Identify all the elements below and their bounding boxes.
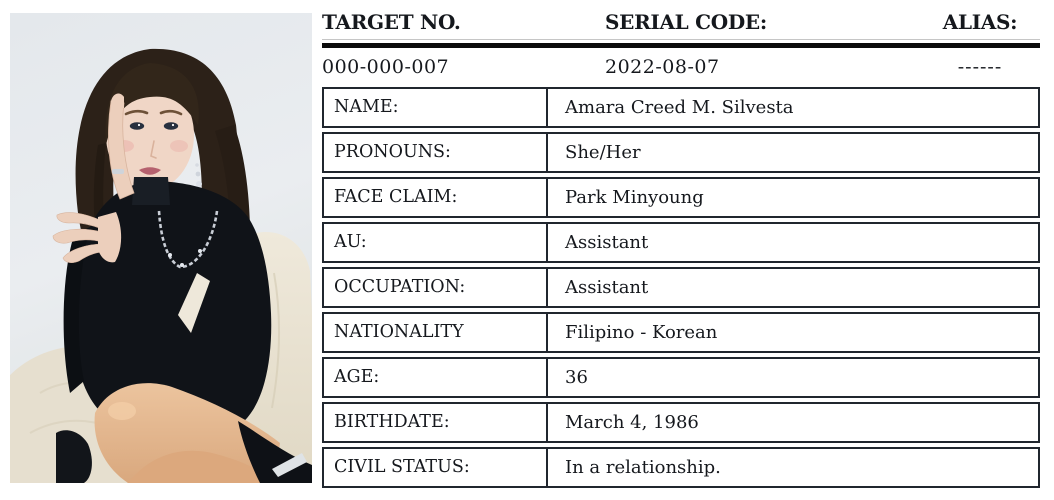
target-no-value: 000-000-007: [322, 56, 450, 78]
profile-row-value: In a relationship.: [565, 457, 721, 478]
profile-row-value: Assistant: [565, 277, 649, 298]
profile-row-age: [322, 357, 1040, 398]
profile-row-value: Assistant: [565, 232, 649, 253]
profile-row-label: CIVIL STATUS:: [324, 449, 548, 486]
profile-row-value: Amara Creed M. Silvesta: [565, 97, 794, 118]
profile-table: [322, 87, 1040, 488]
profile-row-label: NAME:: [324, 89, 548, 126]
profile-row-au: [322, 222, 1040, 263]
profile-row-face-claim: [322, 177, 1040, 218]
profile-row-label: AGE:: [324, 359, 548, 396]
card-header: [322, 10, 1040, 34]
profile-row-value: She/Her: [565, 142, 641, 163]
profile-row-civil-status: [322, 447, 1040, 488]
portrait-photo-illustration: [10, 13, 312, 483]
alias-value: ------: [957, 56, 1003, 78]
profile-row-label: AU:: [324, 224, 548, 261]
header-rule-thick: [322, 43, 1040, 48]
profile-row-label: OCCUPATION:: [324, 269, 548, 306]
portrait-photo: [10, 13, 312, 483]
profile-row-value: March 4, 1986: [565, 412, 699, 433]
profile-row-value: 36: [565, 367, 588, 388]
profile-row-nationality: [322, 312, 1040, 353]
target-no-header: TARGET NO.: [322, 10, 461, 34]
profile-card: [322, 10, 1040, 488]
profile-row-label: PRONOUNS:: [324, 134, 548, 171]
alias-header: ALIAS:: [942, 10, 1018, 34]
card-header-values: [322, 56, 1040, 78]
profile-row-value: Filipino - Korean: [565, 322, 718, 343]
profile-row-birthdate: [322, 402, 1040, 443]
header-rule-thin: [322, 39, 1040, 40]
profile-row-label: BIRTHDATE:: [324, 404, 548, 441]
profile-row-pronouns: [322, 132, 1040, 173]
profile-row-occupation: [322, 267, 1040, 308]
profile-row-name: [322, 87, 1040, 128]
serial-code-header: SERIAL CODE:: [605, 10, 767, 34]
serial-code-value: 2022-08-07: [605, 56, 720, 78]
profile-row-label: NATIONALITY: [324, 314, 548, 351]
profile-row-value: Park Minyoung: [565, 187, 704, 208]
profile-row-label: FACE CLAIM:: [324, 179, 548, 216]
